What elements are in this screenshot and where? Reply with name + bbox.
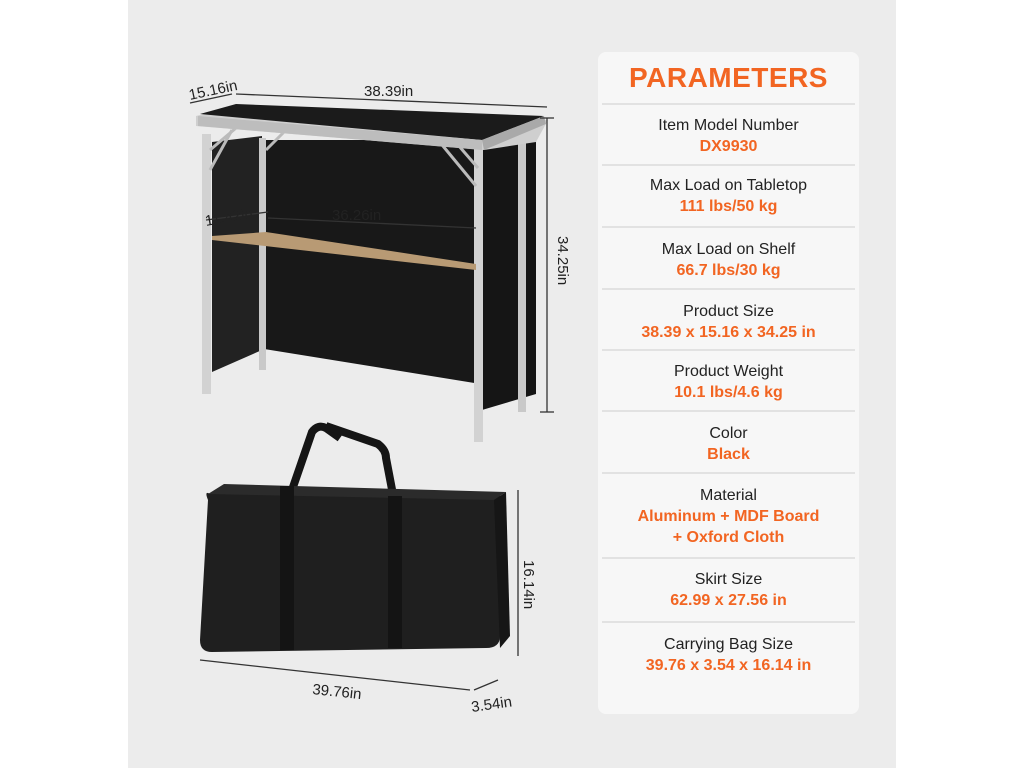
bag-height-label: 16.14in [520, 560, 537, 610]
param-value: 38.39 x 15.16 x 34.25 in [641, 324, 816, 341]
divider [602, 349, 855, 351]
table-depth-label: 15.16in [187, 77, 239, 104]
param-value: Aluminum + MDF Board + Oxford Cloth [637, 508, 820, 546]
param-row-bag-size [598, 634, 859, 676]
param-label: Max Load on Tabletop [649, 177, 808, 194]
divider [602, 226, 855, 228]
param-label: Item Model Number [658, 117, 799, 134]
param-value: 10.1 lbs/4.6 kg [674, 384, 783, 401]
param-label: Material [700, 487, 757, 504]
shelf-depth-label: 11.42in [203, 204, 255, 230]
divider [602, 103, 855, 105]
param-value: 66.7 lbs/30 kg [676, 262, 781, 279]
divider [602, 288, 855, 290]
parameters-title: PARAMETERS [629, 62, 828, 93]
carrying-bag-image [200, 426, 510, 652]
divider [602, 557, 855, 559]
param-row-shelf-load [598, 239, 859, 281]
param-label: Color [709, 425, 748, 442]
bag-depth-label: 3.54in [470, 693, 514, 716]
table-height-label: 34.25in [554, 236, 571, 286]
bar-table-image [196, 104, 548, 442]
divider [602, 621, 855, 623]
table-width-label: 38.39in [364, 83, 414, 100]
param-value: 62.99 x 27.56 in [670, 592, 787, 609]
param-label: Carrying Bag Size [664, 636, 793, 653]
param-label: Product Size [683, 303, 774, 320]
param-row-model [598, 115, 859, 157]
bag-width-label: 39.76in [311, 681, 363, 704]
divider [602, 164, 855, 166]
shelf-width-label: 36.26in [332, 207, 382, 224]
param-row-skirt-size [598, 569, 859, 611]
parameters-panel [598, 52, 859, 714]
param-row-weight [598, 361, 859, 403]
param-value: DX9930 [699, 138, 758, 155]
param-value: 111 lbs/50 kg [679, 198, 778, 215]
divider [602, 410, 855, 412]
param-label: Skirt Size [694, 571, 763, 588]
param-row-tabletop-load [598, 175, 859, 217]
param-value: 39.76 x 3.54 x 16.14 in [645, 657, 812, 674]
param-label: Product Weight [673, 363, 784, 380]
param-label: Max Load on Shelf [661, 241, 796, 258]
param-row-material [598, 485, 859, 548]
divider [602, 472, 855, 474]
param-value: Black [707, 446, 750, 463]
param-row-color [598, 423, 859, 465]
param-row-product-size [598, 301, 859, 343]
